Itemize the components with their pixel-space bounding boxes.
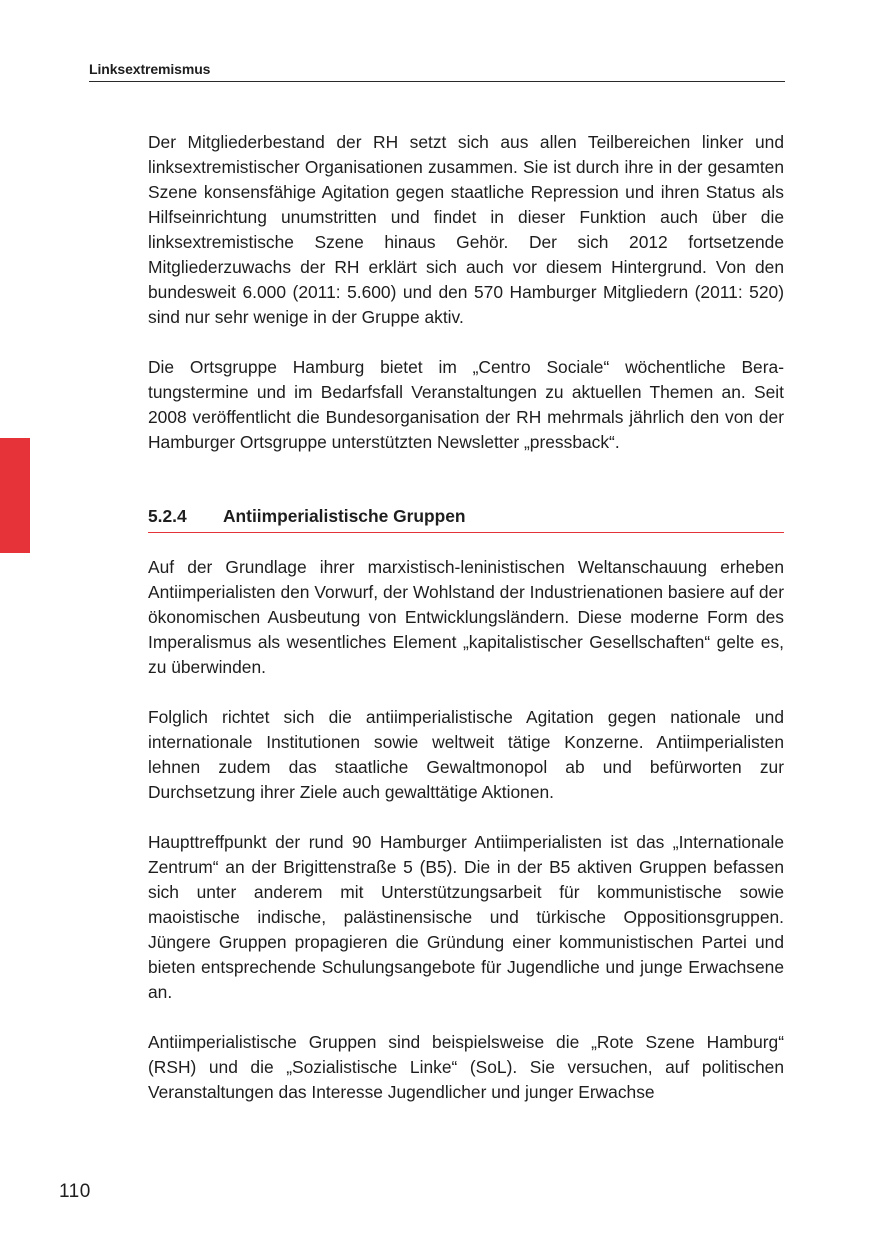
page-number: 110 (59, 1181, 91, 1202)
paragraph: Die Ortsgruppe Hamburg bietet im „Centro Sociale“ wöchentliche Beratungstermine und im Bedarfsfall Veranstaltungen zu aktuellen Themen an. Seit 2008 veröffentlicht die Bundesorganisation der RH mehrmals jährlich den von der Hamburger Ortsgruppe unterstützten Newsletter „pressback“. (148, 357, 784, 452)
section-number: 5.2.4 (148, 506, 187, 526)
section-heading (148, 505, 784, 533)
paragraph: Der Mitgliederbestand der RH setzt sich aus allen Teilbereichen linker und linksextremistischer Organisationen zusammen. Sie ist durch ihre in der gesamten Szene konsensfähige Agitation gegen staatliche Repression und ihren Status als Hilfseinrichtung unumstritten und findet in dieser Funktion auch über die linksextremistische Szene hinaus Gehör. Der sich 2012 fortsetzende Mitgliederzuwachs der RH erklärt sich auch vor diesem Hintergrund. Von den bundesweit 6.000 (2011: 5.600) und den 570 Hamburger Mitgliedern (2011: 520) sind nur sehr wenige in der Gruppe aktiv. (148, 132, 784, 327)
section-title: Antiimperialistische Gruppen (223, 506, 466, 526)
paragraph: Auf der Grundlage ihrer marxistisch-leninistischen Weltanschauung erheben Antiimperialisten den Vorwurf, der Wohlstand der Industrienationen basiere auf der ökonomischen Ausbeutung von Entwicklungsländern. Diese moderne Form des Imperalismus als wesentliches Element „kapitalistischer Gesellschaften“ gelte es, zu überwinden. (148, 557, 784, 677)
main-text (148, 130, 784, 1105)
chapter-color-tab (0, 438, 30, 553)
running-header (89, 60, 785, 82)
paragraph: Folglich richtet sich die antiimperialistische Agitation gegen nationale und internationale Institutionen sowie weltweit tätige Konzerne. Antiimperialisten lehnen zudem das staatliche Gewaltmonopol ab und befürworten zur Durchsetzung ihrer Ziele auch gewalttätige Aktionen. (148, 707, 784, 802)
header-title: Linksextremismus (89, 61, 211, 77)
paragraph: Haupttreffpunkt der rund 90 Hamburger Antiimperialisten ist das „Internationale Zentrum“ an der Brigittenstraße 5 (B5). Die in der B5 aktiven Gruppen befassen sich unter anderem mit Unterstützungsarbeit für kommunistische sowie maoistische indische, palästinensische und türkische Oppositionsgruppen. Jüngere Gruppen propagieren die Gründung einer kommunistischen Partei und bieten entsprechende Schulungsangebote für Jugendliche und junge Erwachsene an. (148, 832, 784, 1002)
paragraph: Antiimperialistische Gruppen sind beispielsweise die „Rote Szene Hamburg“ (RSH) und die „Sozialistische Linke“ (SoL). Sie versuchen, auf politischen Veranstaltungen das Interesse Jugendlicher und junger Erwachse (148, 1032, 784, 1102)
